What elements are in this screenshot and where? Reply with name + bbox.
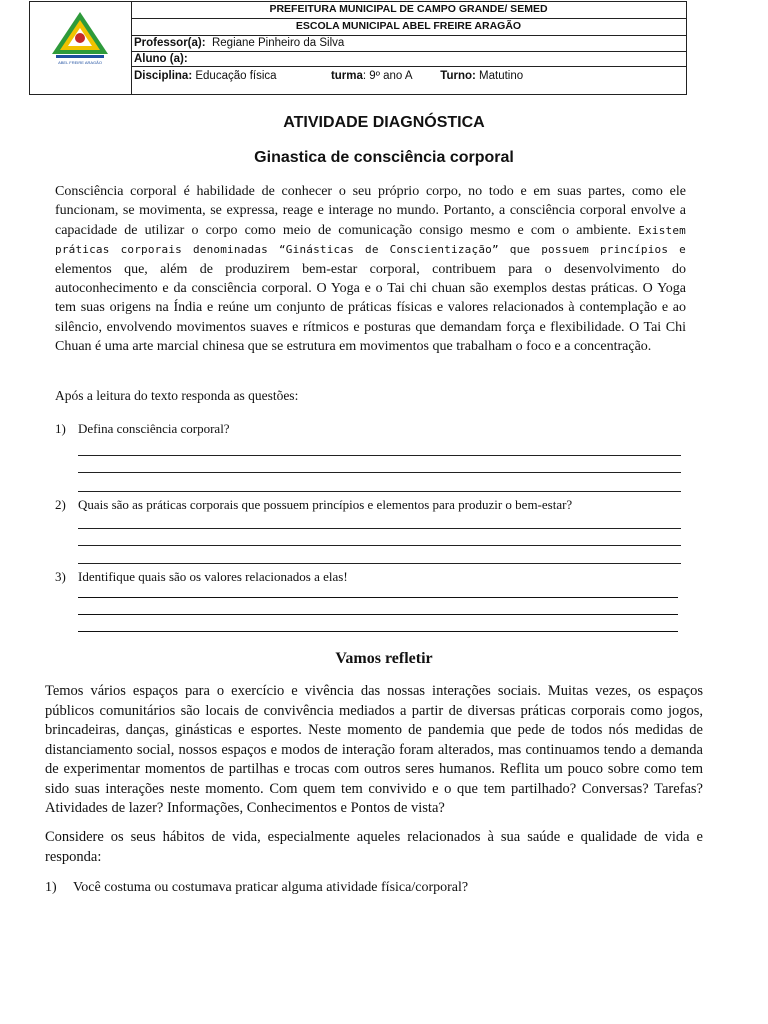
answer-line[interactable] <box>78 528 681 529</box>
reflect-title: Vamos refletir <box>335 650 433 667</box>
answer-line[interactable] <box>78 614 678 615</box>
intro-paragraph <box>55 182 686 357</box>
question-number: 1) <box>55 421 66 436</box>
disciplina-label: Disciplina: <box>134 70 193 82</box>
final-question <box>45 880 468 896</box>
question-text: Quais são as práticas corporais que possuem princípios e elementos para produzir o bem-estar? <box>78 497 573 512</box>
disciplina-value: Educação física <box>195 70 277 82</box>
professor-row <box>131 36 686 52</box>
question-text: Defina consciência corporal? <box>78 421 230 436</box>
instruction-text: Após a leitura do texto responda as questões: <box>55 388 299 403</box>
professor-value: Regiane Pinheiro da Silva <box>211 37 345 49</box>
answer-line[interactable] <box>78 563 681 564</box>
turno-label: Turno: <box>440 70 476 82</box>
consider-paragraph: Considere os seus hábitos de vida, especialmente aqueles relacionados à sua saúde e qualidade de vida e responda: <box>45 829 703 865</box>
question-1 <box>55 421 230 437</box>
answer-line[interactable] <box>78 491 681 492</box>
intro-part3: elementos que, além de produzirem bem-estar corporal, contribuem para o desenvolvimento do autoconhecimento e da consciência corporal. O Yoga e o Tai chi chuan são exemplos destas práticas. O Yoga tem suas origens na Índia e reúne um conjunto de práticas físicas e valores relacionados à contemplação e ao silêncio, envolvendo movimentos suaves e rítmicos e posturas que demandam força e flexibilidade. O Tai Chi Chuan é uma arte marcial chinesa que se estrutura em movimentos que trabalham o foco e a concentração. <box>55 261 686 355</box>
intro-part1: Consciência corporal é habilidade de conhecer o seu próprio corpo, no todo e em suas partes, como ele funcionam, se movimenta, se expressa, reage e interage no mundo. Portanto, a consciência corporal envolve a capacidade de utilizar o corpo como meio de comunicação consigo mesmo e com o ambiente. <box>55 184 686 238</box>
header-line2: ESCOLA MUNICIPAL ABEL FREIRE ARAGÃO <box>131 19 686 36</box>
question-number: 3) <box>55 569 66 584</box>
logo-cell <box>30 2 132 94</box>
question-text: Você costuma ou costumava praticar alguma atividade física/corporal? <box>73 880 469 895</box>
header-line1: PREFEITURA MUNICIPAL DE CAMPO GRANDE/ SEMED <box>131 2 686 19</box>
intro-part2: Existem práticas corporais denominadas “Ginásticas de Conscientização” que possuem princípios e <box>55 223 686 257</box>
question-number: 2) <box>55 497 66 512</box>
turma-label: turma <box>330 70 363 82</box>
disciplina-row <box>131 67 686 94</box>
answer-line[interactable] <box>78 472 681 473</box>
professor-label: Professor(a): <box>134 37 206 49</box>
turma-value: : 9º ano A <box>362 70 412 82</box>
school-logo-icon <box>30 2 131 94</box>
question-text: Identifique quais são os valores relacionados a elas! <box>78 569 348 584</box>
question-number: 1) <box>45 880 57 895</box>
reflect-paragraph: Temos vários espaços para o exercício e vivência das nossas interações sociais. Muitas vezes, os espaços públicos comunitários são locais de convivência mediados a partir de diversas práticas corporais como jogos, brincadeiras, danças, ginásticas e esportes. Neste momento de pandemia que pede de todos nós medidas de distanciamento social, nossos espaços e modos de interação foram alterados, mas continuamos tendo a demanda de experimentar momentos de partilhas e trocas com outros seres humanos. Reflita um pouco sobre como tem sido suas interações neste momento. Com quem tem convivido e o que tem partilhado? Conversas? Tarefas? Atividades de lazer? Informações, Conhecimentos e Pontos de vista? <box>45 683 703 816</box>
question-3 <box>55 569 348 585</box>
page-title: ATIVIDADE DIAGNÓSTICA <box>283 114 485 131</box>
answer-line[interactable] <box>78 631 678 632</box>
answer-line[interactable] <box>78 455 681 456</box>
page-subtitle: Ginastica de consciência corporal <box>254 149 514 166</box>
answer-line[interactable] <box>78 545 681 546</box>
aluno-row <box>131 52 686 67</box>
answer-line[interactable] <box>78 597 678 598</box>
turno-value: Matutino <box>479 70 524 82</box>
logo-text: ABEL FREIRE ARAGÃO <box>58 60 102 65</box>
aluno-label: Aluno (a): <box>134 53 188 65</box>
header-table <box>29 1 687 95</box>
question-2 <box>55 497 572 513</box>
